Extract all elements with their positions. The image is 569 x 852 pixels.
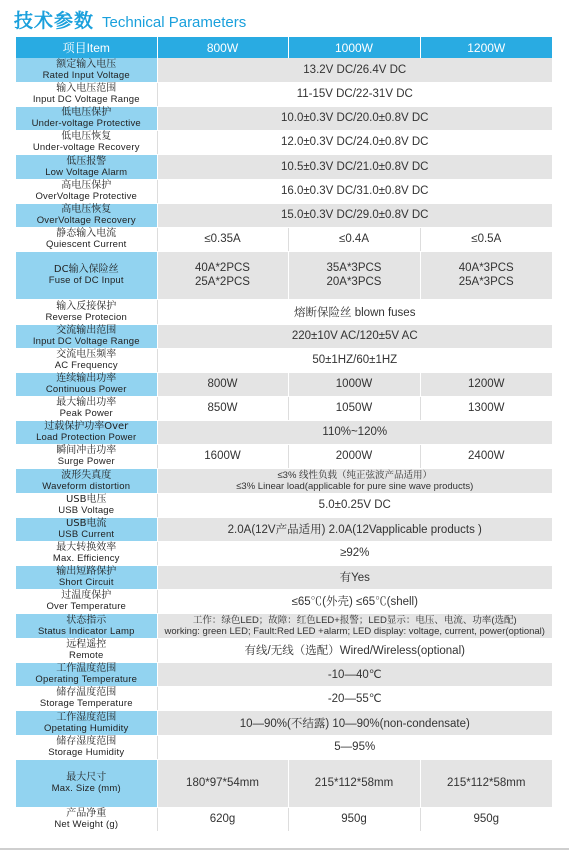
- row-label-en: Short Circuit: [58, 577, 114, 588]
- table-row: [16, 396, 552, 420]
- row-label: [16, 686, 157, 710]
- row-label: [16, 227, 157, 251]
- row-label-cn: 工作湿度范围: [56, 711, 117, 723]
- row-label-cn: 过载保护功率Over: [44, 421, 129, 432]
- row-label: [16, 468, 157, 493]
- row-label-en: OverVoltage Recovery: [36, 215, 136, 226]
- row-label-cn: 高电压恢复: [61, 204, 112, 215]
- table-row: [16, 372, 552, 396]
- row-value-line: 25A*2PCS: [195, 276, 250, 288]
- row-label: [16, 565, 157, 589]
- row-value: 10.5±0.3V DC/21.0±0.8V DC: [157, 154, 552, 179]
- row-label-cn: DC输入保险丝: [53, 264, 119, 275]
- table-row: [16, 565, 552, 589]
- row-value: 11-15V DC/22-31V DC: [157, 82, 552, 106]
- row-label-cn: 储存温度范围: [56, 687, 117, 698]
- row-label-cn: 远程遥控: [66, 639, 107, 650]
- row-label-en: Input DC Voltage Range: [32, 94, 140, 105]
- row-label-cn: 输入反接保护: [56, 300, 117, 312]
- row-label-cn: 连续输出功率: [56, 373, 117, 384]
- row-label-en: Waveform distortion: [42, 480, 131, 492]
- table-row: [16, 130, 552, 154]
- row-value: -20—55℃: [157, 686, 552, 710]
- table-row: [16, 541, 552, 565]
- table-row: [16, 759, 552, 807]
- row-label-cn: 最大转换效率: [56, 542, 117, 553]
- row-label: [16, 106, 157, 130]
- table-row: [16, 613, 552, 638]
- row-label-cn: 瞬间冲击功率: [56, 445, 117, 456]
- row-label: [16, 759, 157, 807]
- row-label: [16, 82, 157, 106]
- row-label-en: Input DC Voltage Range: [32, 336, 140, 347]
- row-value: 180*97*54mm: [157, 759, 288, 807]
- row-label: [16, 541, 157, 565]
- row-value: 10—90%(不结露) 10—90%(non-condensate): [157, 710, 552, 735]
- row-value-line: working: green LED; Fault:Red LED +alarm; LED display: voltage, current, power(optional): [164, 625, 545, 637]
- table-row: [16, 203, 552, 227]
- table-row: [16, 348, 552, 372]
- spec-table: [16, 37, 552, 832]
- table-row: [16, 638, 552, 662]
- row-value-line: 工作：绿色LED；故障：红色LED+报警；LED显示：电压、电流、功率(选配): [192, 614, 517, 626]
- table-row: [16, 589, 552, 613]
- table-row: [16, 686, 552, 710]
- row-label-cn: 波形失真度: [61, 469, 112, 481]
- row-label: [16, 299, 157, 324]
- row-value: 1200W: [420, 372, 552, 396]
- title-chinese: 技术参数: [14, 10, 95, 32]
- row-label: [16, 444, 157, 468]
- row-label: [16, 662, 157, 686]
- row-label: [16, 613, 157, 638]
- row-value: 12.0±0.3V DC/24.0±0.8V DC: [157, 130, 552, 154]
- row-value: 13.2V DC/26.4V DC: [157, 58, 552, 82]
- row-label-cn: 高电压保护: [61, 180, 112, 191]
- row-label-en: Load Protection Power: [36, 432, 137, 443]
- row-value-line: 40A*3PCS: [458, 262, 514, 274]
- row-label-cn: USB电压: [65, 494, 107, 505]
- row-label: [16, 154, 157, 179]
- row-label: [16, 517, 157, 541]
- row-label: [16, 710, 157, 735]
- table-row: [16, 324, 552, 348]
- row-label-cn: 产品净重: [66, 808, 107, 819]
- row-label: [16, 251, 157, 299]
- row-label: [16, 179, 157, 203]
- table-row: [16, 735, 552, 759]
- row-label-en: Opetating Humidity: [44, 722, 129, 734]
- row-label-cn: 交流输出范围: [56, 325, 117, 336]
- row-value: [157, 613, 552, 638]
- row-label: [16, 493, 157, 517]
- table-row: [16, 227, 552, 251]
- row-value: -10—40℃: [157, 662, 552, 686]
- row-label-cn: 工作温度范围: [56, 663, 117, 674]
- row-label-cn: 额定输入电压: [56, 58, 117, 70]
- header-item: 项目Item: [16, 37, 157, 58]
- row-label-cn: 过温度保护: [61, 590, 112, 601]
- row-label-en: Status Indicator Lamp: [37, 625, 135, 637]
- row-label: [16, 130, 157, 154]
- header-800w: 800W: [157, 37, 288, 58]
- row-value: [157, 251, 288, 299]
- row-label-cn: 低电压恢复: [61, 131, 112, 142]
- row-value: 215*112*58mm: [420, 759, 552, 807]
- table-row: [16, 493, 552, 517]
- row-value: 1050W: [288, 396, 420, 420]
- table-header-row: [16, 37, 552, 58]
- row-value: 15.0±0.3V DC/29.0±0.8V DC: [157, 203, 552, 227]
- row-value: 110%~120%: [157, 420, 552, 444]
- row-value: 有线/无线（选配）Wired/Wireless(optional): [157, 638, 552, 662]
- row-value: 2400W: [420, 444, 552, 468]
- row-label-en: Max. Efficiency: [52, 553, 120, 564]
- table-row: [16, 299, 552, 324]
- row-value: 1600W: [157, 444, 288, 468]
- row-label-cn: USB电流: [65, 518, 107, 529]
- row-label-cn: 静态输入电流: [56, 228, 117, 239]
- row-value: 220±10V AC/120±5V AC: [157, 324, 552, 348]
- row-value-line: 25A*3PCS: [458, 276, 514, 288]
- row-label: [16, 807, 157, 831]
- row-label: [16, 420, 157, 444]
- row-value: 有Yes: [157, 565, 552, 589]
- bottom-divider: [0, 848, 569, 850]
- row-value: ≥92%: [157, 541, 552, 565]
- row-label: [16, 324, 157, 348]
- row-value: 215*112*58mm: [288, 759, 420, 807]
- row-label-en: Over Temperature: [46, 601, 127, 612]
- row-label: [16, 589, 157, 613]
- row-label-en: Fuse of DC Input: [48, 275, 124, 286]
- row-label-en: USB Voltage: [58, 505, 115, 516]
- table-row: [16, 154, 552, 179]
- row-label-en: Net Weight (g): [54, 819, 119, 830]
- row-value: 50±1HZ/60±1HZ: [157, 348, 552, 372]
- row-value: [157, 468, 552, 493]
- row-value: 10.0±0.3V DC/20.0±0.8V DC: [157, 106, 552, 130]
- row-value: [288, 251, 420, 299]
- row-label-cn: 状态指示: [66, 614, 107, 626]
- table-row: [16, 444, 552, 468]
- row-value: 620g: [157, 807, 288, 831]
- row-label-en: Peak Power: [59, 408, 113, 419]
- row-label-en: Reverse Protecion: [45, 311, 128, 323]
- row-label-cn: 输出短路保护: [56, 566, 117, 577]
- row-label-en: USB Current: [58, 529, 115, 540]
- row-label-en: Continuous Power: [45, 384, 127, 395]
- row-label-en: AC Frequency: [54, 360, 118, 371]
- header-1200w: 1200W: [420, 37, 552, 58]
- row-value: 熔断保险丝 blown fuses: [157, 299, 552, 324]
- table-row: [16, 58, 552, 82]
- row-label-cn: 低压报警: [66, 155, 107, 167]
- row-label: [16, 372, 157, 396]
- row-label-cn: 储存湿度范围: [56, 736, 117, 747]
- row-label: [16, 348, 157, 372]
- header-1000w: 1000W: [288, 37, 420, 58]
- row-label: [16, 203, 157, 227]
- row-value-line: 40A*2PCS: [195, 262, 250, 274]
- row-value: 2000W: [288, 444, 420, 468]
- table-row: [16, 662, 552, 686]
- row-value: 5—95%: [157, 735, 552, 759]
- table-row: [16, 106, 552, 130]
- title-english: Technical Parameters: [102, 14, 247, 31]
- row-value: 950g: [420, 807, 552, 831]
- table-row: [16, 179, 552, 203]
- table-row: [16, 251, 552, 299]
- row-label-en: Storage Temperature: [39, 698, 133, 709]
- row-label-en: Remote: [69, 650, 104, 661]
- row-label-cn: 输入电压范围: [56, 83, 117, 94]
- row-label-en: Rated Input Voltage: [42, 69, 130, 81]
- row-value: 16.0±0.3V DC/31.0±0.8V DC: [157, 179, 552, 203]
- page-title: [14, 6, 246, 32]
- row-label: [16, 638, 157, 662]
- row-value: ≤65℃(外壳) ≤65℃(shell): [157, 589, 552, 613]
- row-value: 5.0±0.25V DC: [157, 493, 552, 517]
- row-label-en: Under-voltage Recovery: [32, 142, 140, 153]
- row-label: [16, 58, 157, 82]
- table-row: [16, 82, 552, 106]
- row-label-cn: 最大尺寸: [66, 772, 107, 783]
- table-row: [16, 468, 552, 493]
- row-value: ≤0.5A: [420, 227, 552, 251]
- table-row: [16, 517, 552, 541]
- row-value-line: 35A*3PCS: [326, 262, 382, 274]
- row-value-line: ≤3% Linear load(applicable for pure sine wave products): [236, 480, 474, 492]
- row-value-line: ≤3% 线性负载（纯正弦波产品适用）: [277, 469, 433, 481]
- row-value: 950g: [288, 807, 420, 831]
- row-label-en: Storage Humidity: [48, 747, 125, 758]
- row-label-en: Surge Power: [57, 456, 115, 467]
- row-label-cn: 最大输出功率: [56, 397, 117, 408]
- table-row: [16, 807, 552, 831]
- table-row: [16, 710, 552, 735]
- row-label-cn: 低电压保护: [61, 107, 112, 118]
- row-label-en: Operating Temperature: [35, 674, 138, 685]
- row-label: [16, 735, 157, 759]
- row-value: ≤0.4A: [288, 227, 420, 251]
- table-row: [16, 420, 552, 444]
- row-value: 850W: [157, 396, 288, 420]
- row-label-cn: 交流电压频率: [56, 349, 117, 360]
- row-value: 2.0A(12V产品适用) 2.0A(12Vapplicable products ): [157, 517, 552, 541]
- row-value: 800W: [157, 372, 288, 396]
- row-value: 1300W: [420, 396, 552, 420]
- row-label-en: Max. Size (mm): [51, 783, 121, 794]
- row-label-en: Under-voltage Protective: [31, 118, 141, 129]
- row-value: 1000W: [288, 372, 420, 396]
- row-label-en: Low Voltage Alarm: [45, 166, 128, 178]
- row-value: [420, 251, 552, 299]
- row-label: [16, 396, 157, 420]
- row-label-en: Quiescent Current: [46, 239, 127, 250]
- row-value-line: 20A*3PCS: [326, 276, 382, 288]
- row-label-en: OverVoltage Protective: [35, 191, 138, 202]
- row-value: ≤0.35A: [157, 227, 288, 251]
